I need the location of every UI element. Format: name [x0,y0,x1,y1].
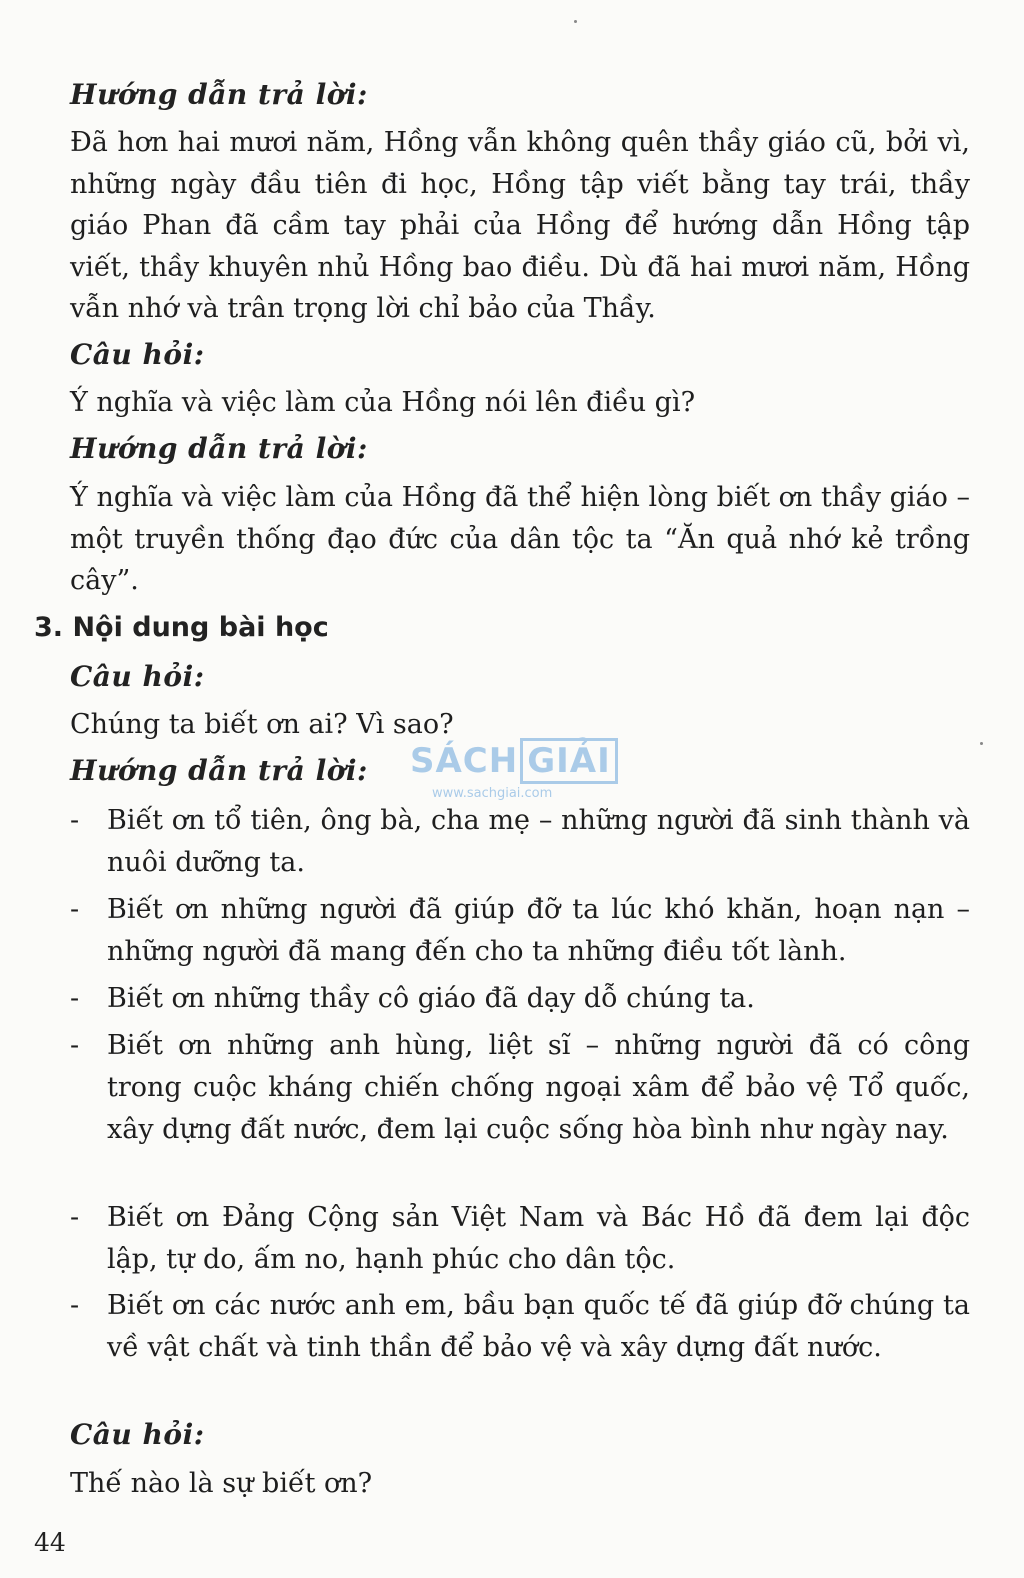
list-item-text: Biết ơn những anh hùng, liệt sĩ – những người đã có công trong cuộc kháng chiến chống ngoại xâm để bảo vệ Tổ quốc, xây dựng đất nước, đem lại cuộc sống hòa bình như ngày nay. [107,1030,970,1145]
list-item [70,1025,970,1151]
bullet-dash: - [70,1202,80,1233]
list-item [70,889,970,973]
list-item-text: Biết ơn Đảng Cộng sản Việt Nam và Bác Hồ đã đem lại độc lập, tự do, ấm no, hạnh phúc cho dân tộc. [107,1202,970,1275]
watermark-part1: SÁCH [410,741,519,781]
answer-paragraph: Ý nghĩa và việc làm của Hồng đã thể hiện lòng biết ơn thầy giáo – một truyền thống đạo đức của dân tộc ta “Ăn quả nhớ kẻ trồng cây”. [70,482,970,596]
list-item-text: Biết ơn những thầy cô giáo đã dạy dỗ chúng ta. [107,983,755,1014]
list-item [70,978,970,1020]
watermark-url: www.sachgiai.com [432,786,553,801]
list-item-text: Biết ơn những người đã giúp đỡ ta lúc khó khăn, hoạn nạn – những người đã mang đến cho ta những điều tốt lành. [107,894,970,967]
answer-guide-heading: Hướng dẫn trả lời: [70,754,368,787]
answer-guide-heading: Hướng dẫn trả lời: [70,432,368,465]
scan-speck [574,20,577,23]
question-text: Thế nào là sự biết ơn? [70,1468,373,1499]
answer-guide-heading: Hướng dẫn trả lời: [70,78,368,111]
question-text: Chúng ta biết ơn ai? Vì sao? [70,709,454,740]
bullet-dash: - [70,1290,80,1321]
list-item [70,1197,970,1281]
answer-paragraph: Đã hơn hai mươi năm, Hồng vẫn không quên thầy giáo cũ, bởi vì, những ngày đầu tiên đi học, Hồng tập viết bằng tay trái, thầy giáo Phan đã cầm tay phải của Hồng để hướng dẫn Hồng tập viết, thầy khuyên nhủ Hồng bao điều. Dù đã hai mươi năm, Hồng vẫn nhớ và trân trọng lời chỉ bảo của Thầy. [70,127,970,324]
section-title: 3. Nội dung bài học [34,612,329,643]
list-item-text: Biết ơn tổ tiên, ông bà, cha mẹ – những người đã sinh thành và nuôi dưỡng ta. [107,805,970,878]
bullet-dash: - [70,1030,80,1061]
watermark-part2: GIẢI [520,738,618,784]
question-text: Ý nghĩa và việc làm của Hồng nói lên điều gì? [70,387,696,418]
question-heading: Câu hỏi: [70,1418,205,1451]
bullet-dash: - [70,894,80,925]
scan-speck [980,742,983,745]
question-heading: Câu hỏi: [70,338,205,371]
list-item [70,1285,970,1369]
list-item [70,800,970,884]
bullet-dash: - [70,983,80,1014]
page-number: 44 [34,1528,66,1557]
bullet-dash: - [70,805,80,836]
question-heading: Câu hỏi: [70,660,205,693]
list-item-text: Biết ơn các nước anh em, bầu bạn quốc tế đã giúp đỡ chúng ta về vật chất và tinh thần để bảo vệ và xây dựng đất nước. [107,1290,970,1363]
